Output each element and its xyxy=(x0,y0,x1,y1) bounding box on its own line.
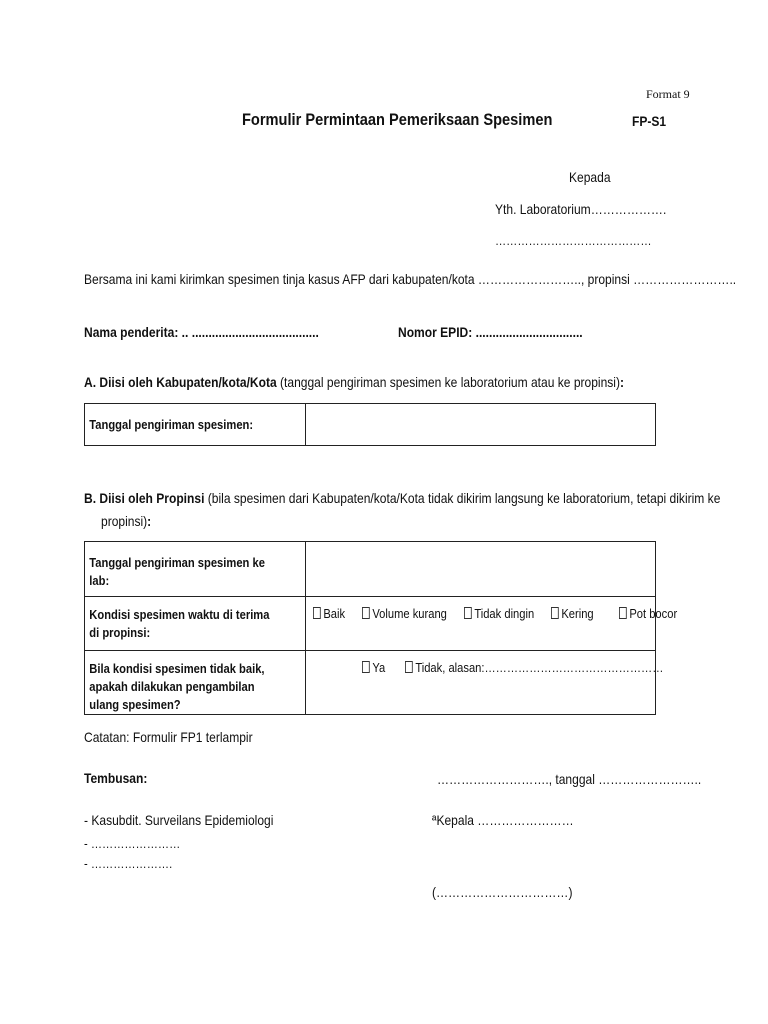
option-pot-bocor[interactable]: Pot bocor xyxy=(619,606,677,621)
lab-shipping-date-label: Tanggal pengiriman spesimen ke lab: xyxy=(89,555,265,588)
checkbox-icon xyxy=(619,607,627,619)
epid-number-field: Nomor EPID: ................................ xyxy=(398,324,583,340)
specimen-condition-label: Kondisi spesimen waktu di terima di propinsi: xyxy=(89,607,270,640)
form-code: FP-S1 xyxy=(632,113,667,129)
lab-shipping-date-input-cell[interactable] xyxy=(306,542,656,597)
place-date-line: ………………………., tanggal …………………….. xyxy=(437,771,702,787)
shipping-date-input-cell[interactable] xyxy=(306,404,656,446)
section-b-heading-line2 xyxy=(101,513,151,529)
checkbox-icon xyxy=(362,661,370,673)
b-row2-label-cell xyxy=(85,597,306,651)
b-row3-label-cell xyxy=(85,651,306,715)
addressee-kepada: Kepada xyxy=(569,169,611,185)
section-b-description: (bila spesimen dari Kabupaten/kota/Kota tidak dikirim langsung ke laboratorium, tetapi dikirim ke xyxy=(204,490,721,506)
section-b-heading xyxy=(84,490,721,506)
section-a-description: (tanggal pengiriman spesimen ke laboratorium atau ke propinsi) xyxy=(276,374,620,390)
section-a-heading xyxy=(84,374,624,390)
checkbox-icon xyxy=(362,607,370,619)
checkbox-icon xyxy=(405,661,413,673)
intro-sentence: Bersama ini kami kirimkan spesimen tinja kasus AFP dari kabupaten/kota …………………….., propinsi …………………….. xyxy=(84,271,737,287)
option-tidak-dingin[interactable]: Tidak dingin xyxy=(464,606,534,621)
section-b-table xyxy=(84,541,678,715)
section-a-label-cell xyxy=(85,404,306,446)
specimen-condition-options xyxy=(306,597,678,651)
checkbox-icon xyxy=(464,607,472,619)
cc-item: - Kasubdit. Surveilans Epidemiologi xyxy=(84,812,274,828)
tembusan-heading: Tembusan: xyxy=(84,770,148,786)
cc-item: - …………………. xyxy=(84,856,173,871)
option-kering[interactable]: Kering xyxy=(551,606,594,621)
head-signatory-line: ªKepala …………………… xyxy=(432,812,574,828)
attachment-note: Catatan: Formulir FP1 terlampir xyxy=(84,729,253,745)
option-baik[interactable]: Baik xyxy=(313,606,345,621)
section-b-description-cont: propinsi) xyxy=(101,513,148,529)
section-b-colon: : xyxy=(147,513,152,529)
addressee-laboratory-line: …………………………………… xyxy=(495,233,652,248)
resampling-options xyxy=(306,651,664,715)
option-tidak-alasan[interactable]: Tidak, alasan:………………………………………… xyxy=(405,660,663,675)
shipping-date-label: Tanggal pengiriman spesimen: xyxy=(89,417,254,432)
document-title: Formulir Permintaan Pemeriksaan Spesimen xyxy=(242,110,553,129)
section-a-title: A. Diisi oleh Kabupaten/kota/Kota xyxy=(84,374,277,390)
section-b-title: B. Diisi oleh Propinsi xyxy=(84,490,205,506)
patient-name-field: Nama penderita: .. ...................................... xyxy=(84,324,319,340)
addressee-laboratory: Yth. Laboratorium………………. xyxy=(495,201,667,217)
checkbox-icon xyxy=(313,607,321,619)
checkbox-icon xyxy=(551,607,559,619)
cc-item: - …………………… xyxy=(84,836,181,851)
resampling-question-label: Bila kondisi spesimen tidak baik, apakah dilakukan pengambilan ulang spesimen? xyxy=(89,661,265,712)
b-row1-label-cell xyxy=(85,542,306,597)
section-a-table xyxy=(84,403,656,446)
format-number: Format 9 xyxy=(646,87,690,101)
signature-name-line: (……………………………) xyxy=(432,884,573,900)
option-volume-kurang[interactable]: Volume kurang xyxy=(362,606,447,621)
option-ya[interactable]: Ya xyxy=(362,660,385,675)
section-a-colon: : xyxy=(619,374,625,390)
